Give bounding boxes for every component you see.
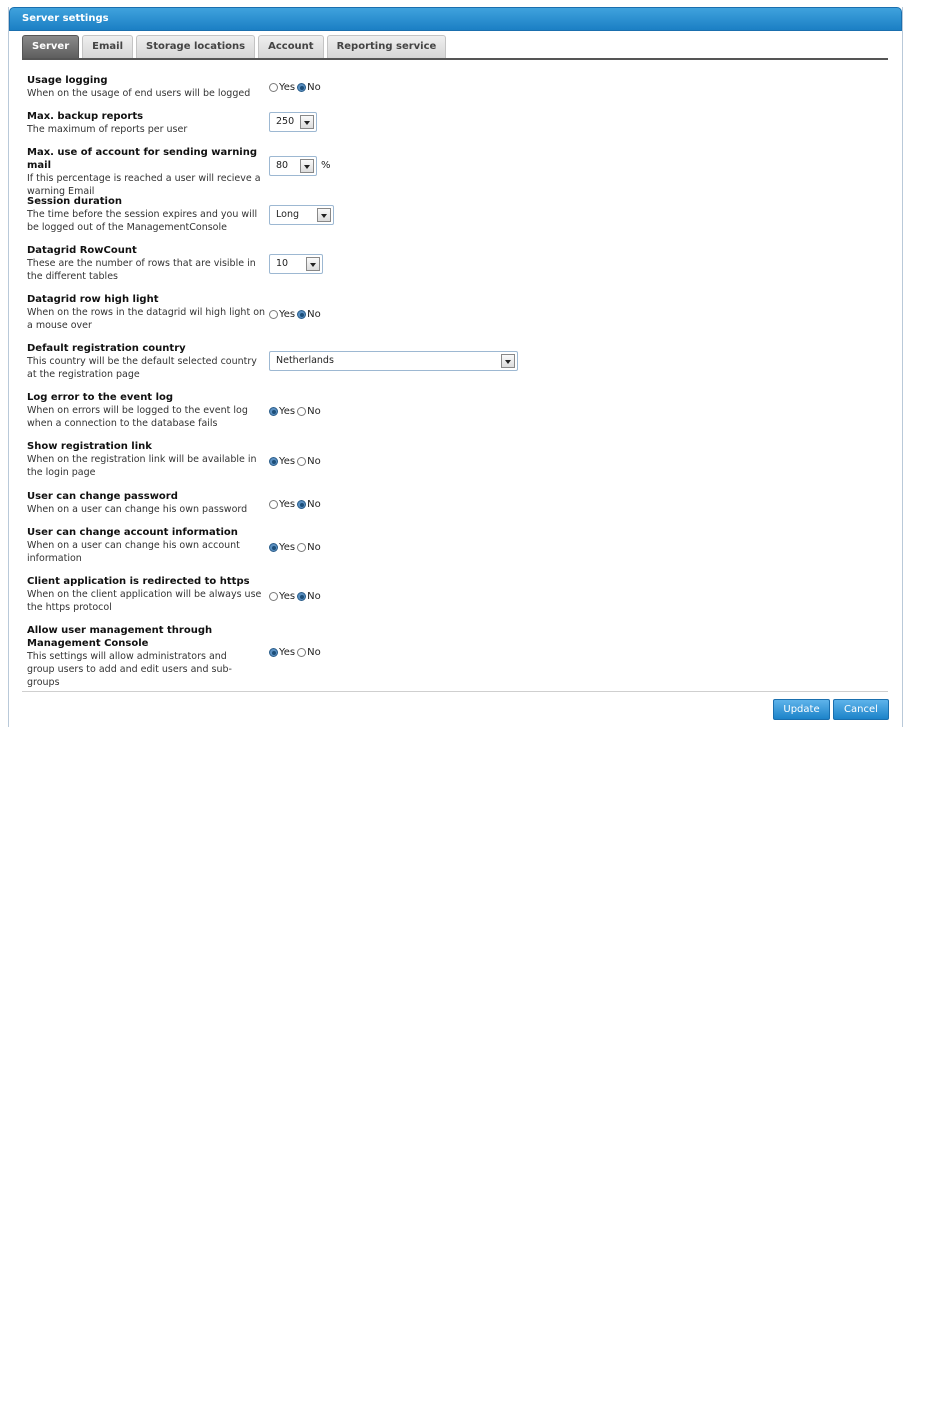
log-error-no-radio[interactable] xyxy=(297,407,306,416)
show-registration-link-radio-group: Yes No xyxy=(269,456,323,467)
select-value: 10 xyxy=(276,258,289,269)
user-change-account-radio-group: Yes No xyxy=(269,542,323,553)
setting-description: When on the rows in the datagrid wil high light on a mouse over xyxy=(27,307,266,331)
tab-server[interactable]: Server xyxy=(22,35,79,58)
setting-max-backup-reports xyxy=(27,110,887,135)
setting-title: Log error to the event log xyxy=(27,392,174,403)
allow-user-management-no-radio[interactable] xyxy=(297,648,306,657)
setting-description: If this percentage is reached a user will recieve a warning Email xyxy=(27,173,261,197)
tab-email[interactable]: Email xyxy=(82,35,133,58)
setting-title: Datagrid RowCount xyxy=(27,245,137,256)
setting-description: This country will be the default selected country at the registration page xyxy=(27,356,257,380)
setting-title: Session duration xyxy=(27,196,122,207)
user-change-account-yes-radio[interactable] xyxy=(269,543,278,552)
setting-description: When on the client application will be always use the https protocol xyxy=(27,589,262,613)
log-error-yes-radio[interactable] xyxy=(269,407,278,416)
tab-bar xyxy=(22,35,888,60)
window-title: Server settings xyxy=(9,7,902,31)
allow-user-management-radio-group: Yes No xyxy=(269,647,323,658)
tab-account[interactable]: Account xyxy=(258,35,323,58)
client-https-no-radio[interactable] xyxy=(297,592,306,601)
setting-description: The time before the session expires and you will be logged out of the ManagementConsole xyxy=(27,209,258,233)
setting-title: Max. backup reports xyxy=(27,111,144,122)
setting-title: Max. use of account for sending warning mail xyxy=(27,147,258,171)
select-value: Long xyxy=(276,209,299,220)
setting-title: User can change password xyxy=(27,491,178,502)
setting-title: Default registration country xyxy=(27,343,186,354)
datagrid-rowcount-select[interactable] xyxy=(269,254,323,274)
setting-title: Client application is redirected to https xyxy=(27,576,250,587)
setting-description: The maximum of reports per user xyxy=(27,124,188,135)
client-https-yes-radio[interactable] xyxy=(269,592,278,601)
show-registration-link-yes-radio[interactable] xyxy=(269,457,278,466)
setting-datagrid-rowcount xyxy=(27,244,887,282)
max-backup-reports-select[interactable] xyxy=(269,112,317,132)
setting-title: Usage logging xyxy=(27,75,108,86)
setting-description: When on the registration link will be available in the login page xyxy=(27,454,257,478)
datagrid-highlight-yes-radio[interactable] xyxy=(269,310,278,319)
select-value: 80 xyxy=(276,160,289,171)
tab-reporting-service[interactable]: Reporting service xyxy=(327,35,447,58)
chevron-down-icon[interactable] xyxy=(306,257,320,271)
usage-logging-no-radio[interactable] xyxy=(297,83,306,92)
setting-title: Datagrid row high light xyxy=(27,294,159,305)
setting-description: When on errors will be logged to the event log when a connection to the database fails xyxy=(27,405,248,429)
setting-title: User can change account information xyxy=(27,527,238,538)
percent-unit: % xyxy=(321,160,331,171)
user-change-account-no-radio[interactable] xyxy=(297,543,306,552)
session-duration-select[interactable] xyxy=(269,205,334,225)
server-settings-window xyxy=(8,7,903,727)
chevron-down-icon[interactable] xyxy=(501,354,515,368)
update-button[interactable]: Update xyxy=(773,699,830,720)
tab-storage-locations[interactable]: Storage locations xyxy=(136,35,255,58)
setting-max-use-account xyxy=(27,146,887,197)
user-change-password-no-radio[interactable] xyxy=(297,500,306,509)
footer-divider xyxy=(22,691,888,692)
setting-default-country xyxy=(27,342,887,380)
select-value: Netherlands xyxy=(276,355,334,366)
max-use-account-select[interactable] xyxy=(269,156,317,176)
user-change-password-radio-group: Yes No xyxy=(269,499,323,510)
setting-title: Allow user management through Management Console xyxy=(27,625,213,649)
datagrid-highlight-no-radio[interactable] xyxy=(297,310,306,319)
setting-description: When on the usage of end users will be logged xyxy=(27,88,251,99)
default-country-select[interactable] xyxy=(269,351,518,371)
chevron-down-icon[interactable] xyxy=(300,115,314,129)
setting-description: These are the number of rows that are visible in the different tables xyxy=(27,258,256,282)
client-https-radio-group: Yes No xyxy=(269,591,323,602)
chevron-down-icon[interactable] xyxy=(317,208,331,222)
datagrid-highlight-radio-group: Yes No xyxy=(269,309,323,320)
setting-title: Show registration link xyxy=(27,441,152,452)
select-value: 250 xyxy=(276,116,295,127)
usage-logging-radio-group: Yes No xyxy=(269,82,323,93)
cancel-button[interactable]: Cancel xyxy=(833,699,889,720)
chevron-down-icon[interactable] xyxy=(300,159,314,173)
setting-session-duration xyxy=(27,195,887,233)
allow-user-management-yes-radio[interactable] xyxy=(269,648,278,657)
setting-description: When on a user can change his own password xyxy=(27,504,248,515)
show-registration-link-no-radio[interactable] xyxy=(297,457,306,466)
setting-description: When on a user can change his own account information xyxy=(27,540,240,564)
log-error-radio-group: Yes No xyxy=(269,406,323,417)
usage-logging-yes-radio[interactable] xyxy=(269,83,278,92)
user-change-password-yes-radio[interactable] xyxy=(269,500,278,509)
setting-description: This settings will allow administrators and group users to add and edit users and sub-groups xyxy=(27,651,232,688)
